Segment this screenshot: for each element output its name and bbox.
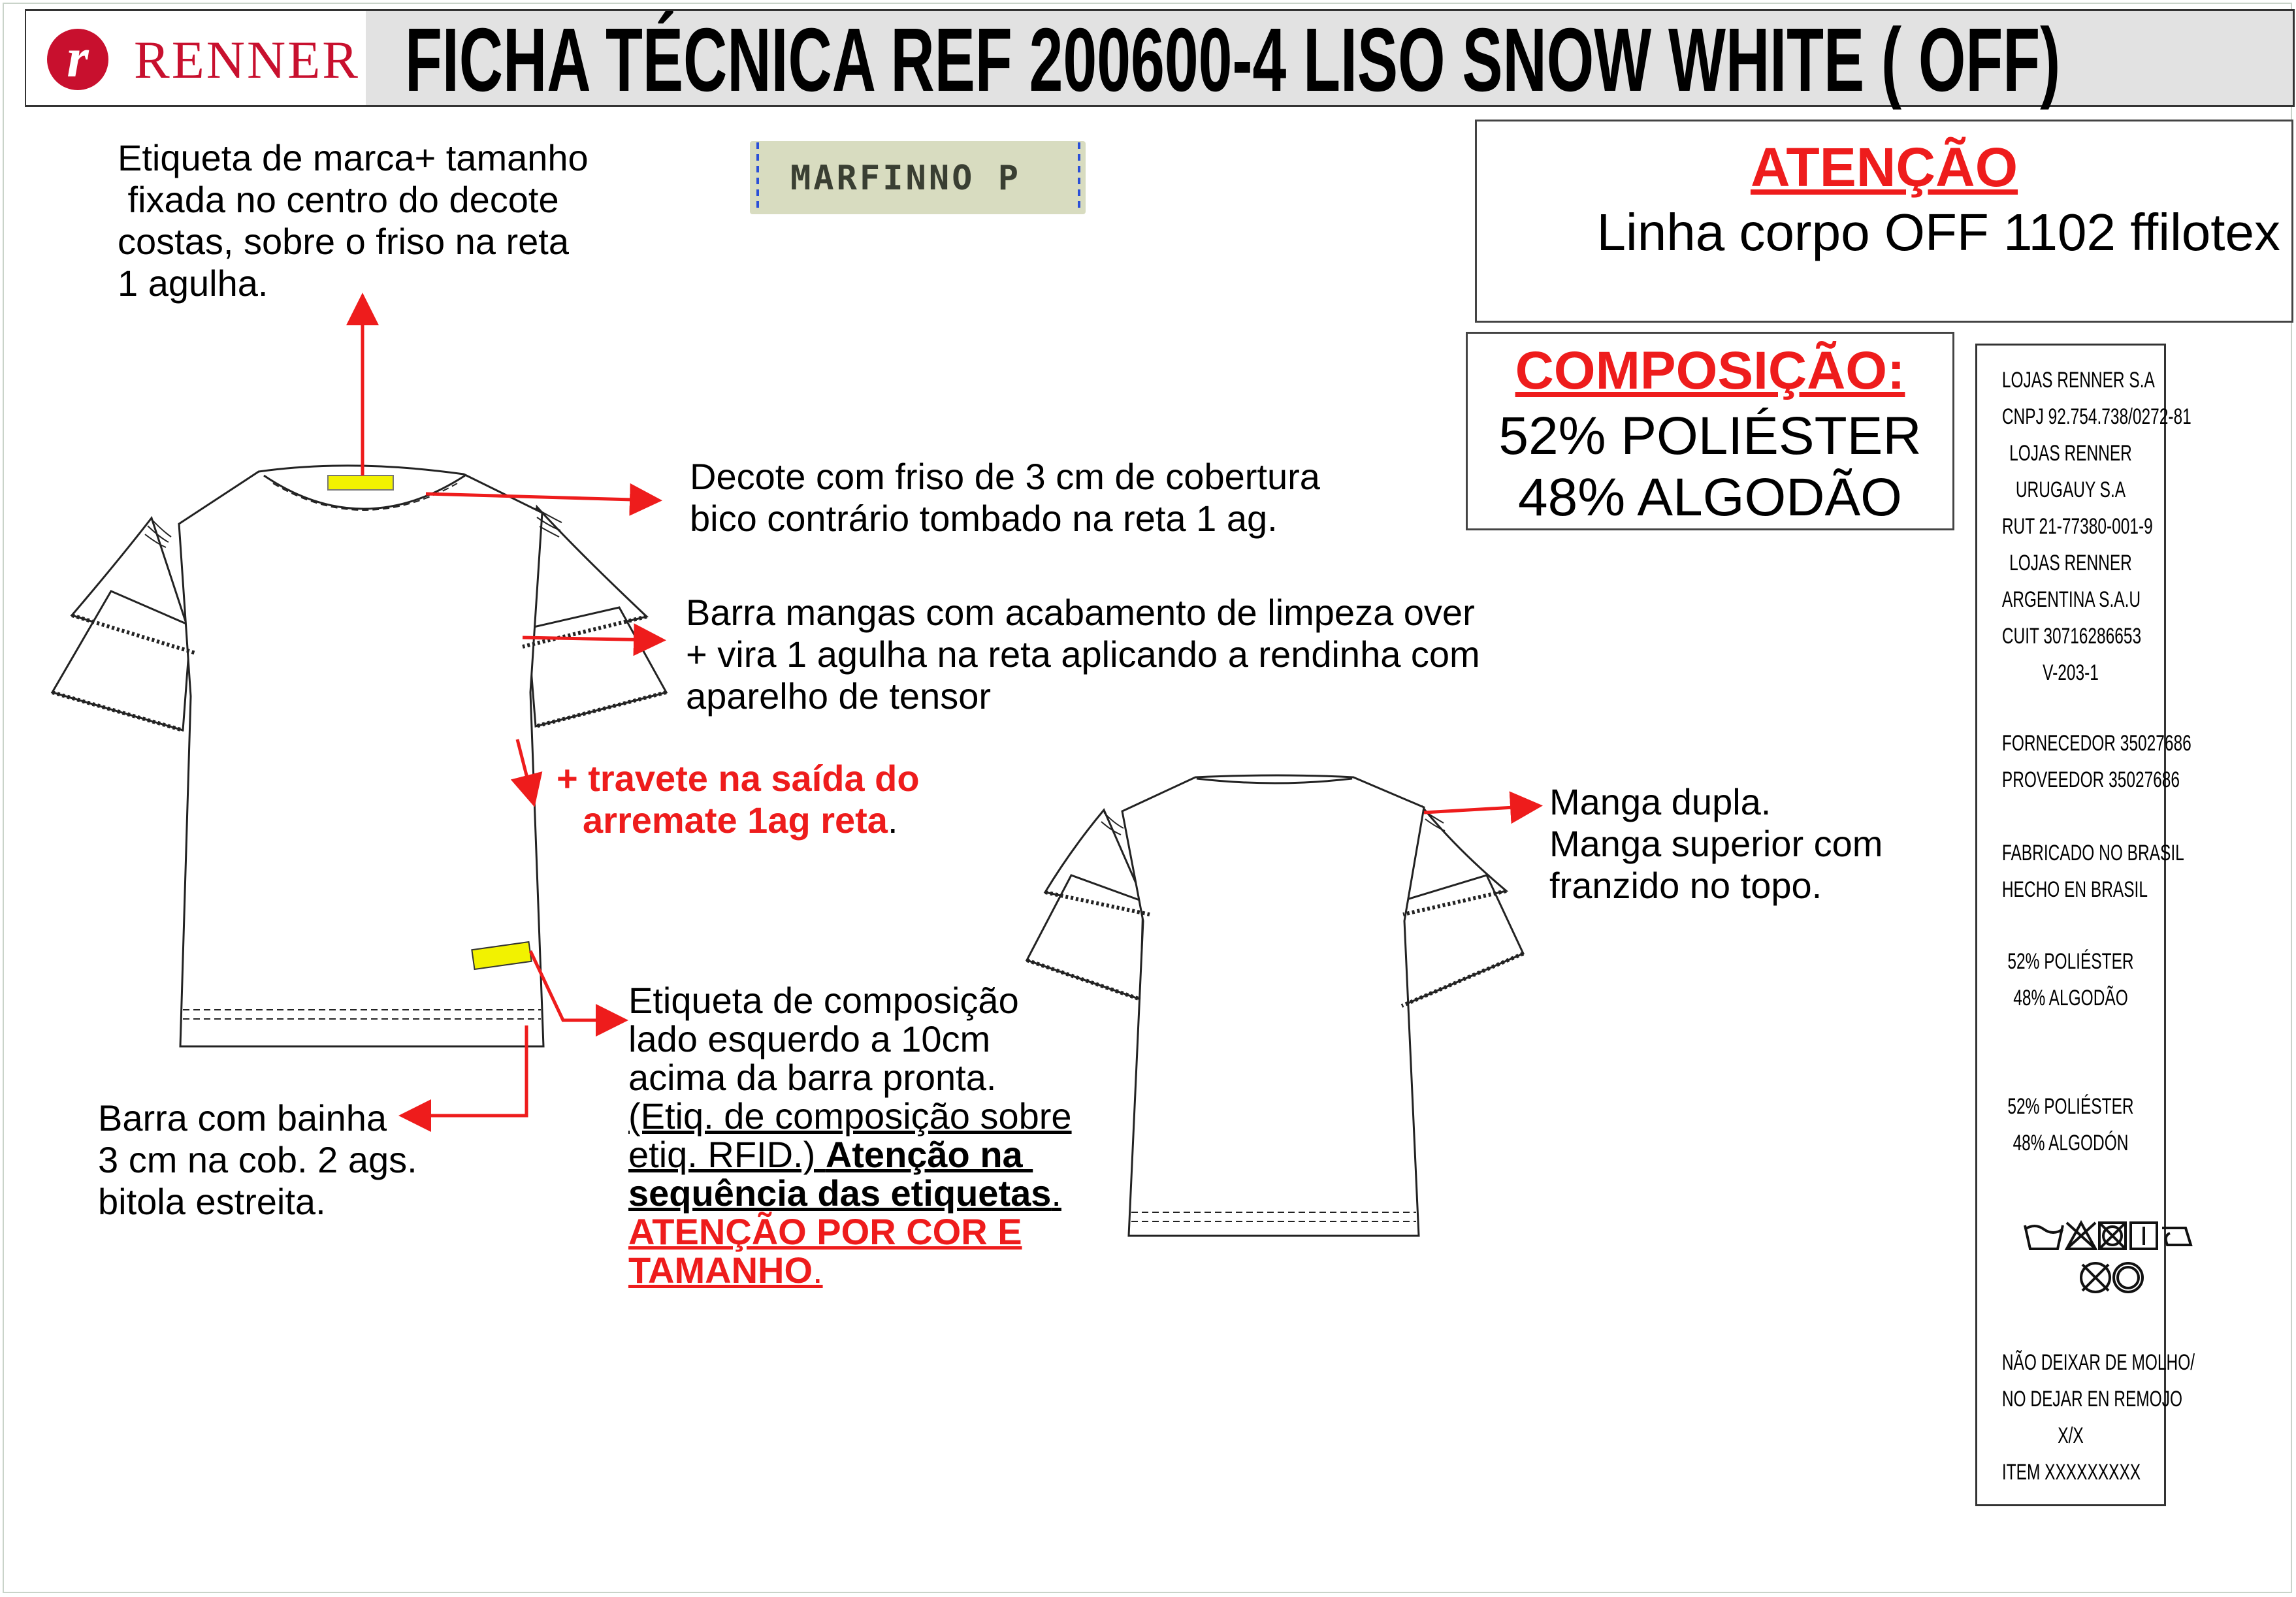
label-line: FABRICADO NO BRASIL: [2001, 841, 2184, 865]
note-line: Barra mangas com acabamento de limpeza over: [686, 592, 1475, 633]
label-line: LOJAS RENNER S.A: [2001, 368, 2155, 393]
note-line: Manga dupla.: [1549, 781, 1771, 822]
note-line: Barra com bainha: [98, 1097, 387, 1138]
label-line: ARGENTINA S.A.U: [2001, 587, 2141, 612]
note-line: 1 agulha.: [118, 263, 268, 304]
label-line: NÃO DEIXAR DE MOLHO/: [2001, 1350, 2195, 1375]
attention-title: ATENÇÃO: [1750, 137, 2018, 198]
page-title: FICHA TÉCNICA REF 200600-4 LISO SNOW WHITE ( OFF): [405, 10, 2061, 110]
no-tumble-dry-icon: [2099, 1223, 2126, 1249]
label-line: X/X: [2058, 1423, 2084, 1448]
attention-text: Linha corpo OFF 1102 ffilotex: [1596, 203, 2280, 261]
note-line: lado esquerdo a 10cm: [628, 1018, 991, 1059]
label-line: HECHO EN BRASIL: [2001, 877, 2148, 902]
note-line: etiq. RFID.) Atenção na: [628, 1134, 1033, 1175]
composition-line-2: 48% ALGODÃO: [1518, 468, 1902, 527]
composition-title: COMPOSIÇÃO:: [1515, 341, 1905, 400]
label-line: NO DEJAR EN REMOJO: [2001, 1387, 2182, 1411]
label-line: ITEM XXXXXXXXX: [2001, 1460, 2141, 1485]
label-line: CUIT 30716286653: [2001, 624, 2142, 649]
note-line: fixada no centro do decote: [118, 179, 559, 220]
label-line: CNPJ 92.754.738/0272-81: [2001, 404, 2191, 429]
no-bleach-icon: [2067, 1223, 2095, 1249]
note-line: aparelho de tensor: [686, 675, 992, 717]
note-line: Decote com friso de 3 cm de cobertura: [690, 456, 1320, 497]
note-line: (Etiq. de composição sobre: [628, 1095, 1072, 1137]
care-symbols: [2025, 1223, 2191, 1292]
label-line: PROVEEDOR 35027686: [2001, 767, 2180, 792]
note-line: acima da barra pronta.: [628, 1057, 997, 1098]
note-line: costas, sobre o friso na reta: [118, 221, 570, 262]
label-line: V-203-1: [2043, 660, 2099, 685]
brand-tag-text: MARFINNO P: [790, 159, 1022, 198]
wet-clean-icon: [2114, 1263, 2142, 1292]
logo-wordmark: RENNER: [134, 30, 360, 89]
note-line: TAMANHO.: [628, 1250, 823, 1291]
note-line: Etiqueta de composição: [628, 980, 1019, 1021]
label-line: 48% ALGODÓN: [2013, 1131, 2129, 1155]
note-line: Manga superior com: [1549, 823, 1883, 864]
label-line: 52% POLIÉSTER: [2007, 1094, 2134, 1119]
brand-tag-stitches: [758, 142, 1079, 213]
label-line: URUGAUY S.A: [2015, 477, 2126, 502]
label-line: RUT 21-77380-001-9: [2001, 514, 2153, 539]
back-tee-drawing: [1027, 775, 1523, 1236]
composition-line-1: 52% POLIÉSTER: [1498, 406, 1922, 466]
note-line: ATENÇÃO POR COR E: [628, 1211, 1022, 1252]
front-tee-drawing: [52, 466, 666, 1046]
note-line: arremate 1ag reta.: [583, 799, 898, 841]
label-line: 52% POLIÉSTER: [2007, 949, 2134, 974]
iron-low-icon: [2162, 1228, 2191, 1245]
note-line: Etiqueta de marca+ tamanho: [118, 137, 589, 178]
label-line: FORNECEDOR 35027686: [2001, 731, 2191, 756]
note-line: + vira 1 agulha na reta aplicando a rendinha com: [686, 634, 1480, 675]
renner-logo-icon: r: [47, 29, 108, 90]
label-line: LOJAS RENNER: [2009, 551, 2132, 575]
note-line: sequência das etiquetas.: [628, 1172, 1061, 1214]
note-line: bico contrário tombado na reta 1 ag.: [690, 498, 1278, 539]
note-line: + travete na saída do: [557, 758, 920, 799]
line-dry-icon: [2131, 1223, 2157, 1249]
note-line: bitola estreita.: [98, 1181, 326, 1222]
label-line: LOJAS RENNER: [2009, 441, 2132, 466]
wash-40-icon: [2025, 1225, 2063, 1249]
note-line: 3 cm na cob. 2 ags.: [98, 1139, 417, 1180]
note-line: franzido no topo.: [1549, 865, 1822, 906]
label-line: 48% ALGODÃO: [2013, 986, 2128, 1010]
no-dry-clean-icon: [2081, 1263, 2110, 1292]
brand-label-marker: [328, 476, 393, 490]
